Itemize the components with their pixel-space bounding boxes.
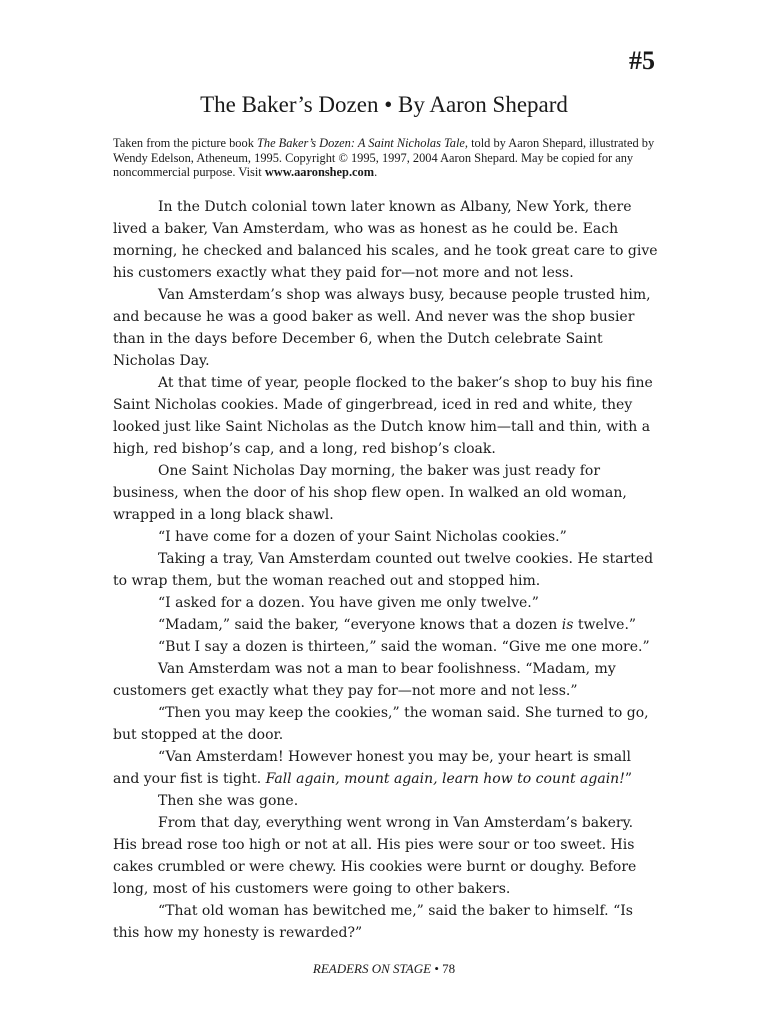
credit-suffix: . [374,165,378,179]
story-paragraph-10: Van Amsterdam was not a man to bear foolishness. “Madam, my customers get exactly what they pay for—not more and not less.” [113,661,616,699]
story-paragraph-2: Van Amsterdam’s shop was always busy, because people trusted him, and because he was a good baker as well. And never was the shop busier than in the days before December 6, when the Dutch celebrate Saint Nicholas Day. [113,287,651,369]
footer-separator: • [431,961,443,976]
story-body [113,196,658,944]
page-footer [0,961,768,977]
story-paragraph-7: “I asked for a dozen. You have given me only twelve.” [158,595,539,611]
story-paragraph-4: One Saint Nicholas Day morning, the baker was just ready for business, when the door of his shop flew open. In walked an old woman, wrapped in a long black shawl. [113,463,627,523]
story-paragraph-3: At that time of year, people flocked to the baker’s shop to buy his fine Saint Nicholas cookies. Made of gingerbread, iced in red and white, they looked just like Saint Nicholas as the Dutch know him—tall and thin, with a high, red bishop’s cap, and a long, red bishop’s cloak. [113,375,653,457]
story-paragraph-14: From that day, everything went wrong in Van Amsterdam’s bakery. His bread rose too high or not at all. His pies were sour or too sweet. His cakes crumbled or were chewy. His cookies were burnt or doughy. Before long, most of his customers were going to other bakers. [113,815,637,897]
paragraph-12-end: ” [624,771,633,787]
story-paragraph-5: “I have come for a dozen of your Saint Nicholas cookies.” [158,529,567,545]
story-paragraph-12 [113,746,658,790]
story-paragraph-6: Taking a tray, Van Amsterdam counted out twelve cookies. He started to wrap them, but the woman reached out and stopped him. [113,551,654,589]
page-number: #5 [629,46,655,75]
credit-middle: told by Aaron Shepard, illustrated by Wendy Edelson, Atheneum, 1995. Copyright © 1995, 1997, 2004 Aaron Shepard. May be copied for any noncommercial purpose. Visit [113,136,655,179]
paragraph-8-start: “Madam,” said the baker, “everyone knows that a dozen [158,617,562,633]
credit-prefix: Taken from the picture book [113,136,257,150]
story-title: The Baker’s Dozen • By Aaron Shepard [200,92,568,117]
paragraph-12-emphasis: Fall again, mount again, learn how to count again! [265,771,625,787]
paragraph-12-start: “Van Amsterdam! However honest you may be, your heart is small and your fist is tight. [113,749,631,787]
footer-series: READERS ON STAGE [312,961,432,976]
footer-page-number: 78 [442,961,456,976]
website-link[interactable]: www.aaronshep.com [264,165,375,179]
credit-note [113,136,658,180]
paragraph-8-end: twelve.” [573,617,637,633]
story-paragraph-9: “But I say a dozen is thirteen,” said the woman. “Give me one more.” [158,639,650,655]
story-paragraph-8 [113,614,658,636]
story-paragraph-13: Then she was gone. [158,793,299,809]
book-title: The Baker’s Dozen: A Saint Nicholas Tale, [257,136,468,150]
story-paragraph-1: In the Dutch colonial town later known as Albany, New York, there lived a baker, Van Amsterdam, who was as honest as he could be. Each morning, he checked and balanced his scales, and he took great care to give his customers exactly what they paid for—not more and not less. [113,199,658,281]
story-paragraph-11: “Then you may keep the cookies,” the woman said. She turned to go, but stopped at the door. [113,705,649,743]
paragraph-8-emphasis: is [561,617,574,633]
story-paragraph-15: “That old woman has bewitched me,” said the baker to himself. “Is this how my honesty is rewarded?” [113,903,633,941]
